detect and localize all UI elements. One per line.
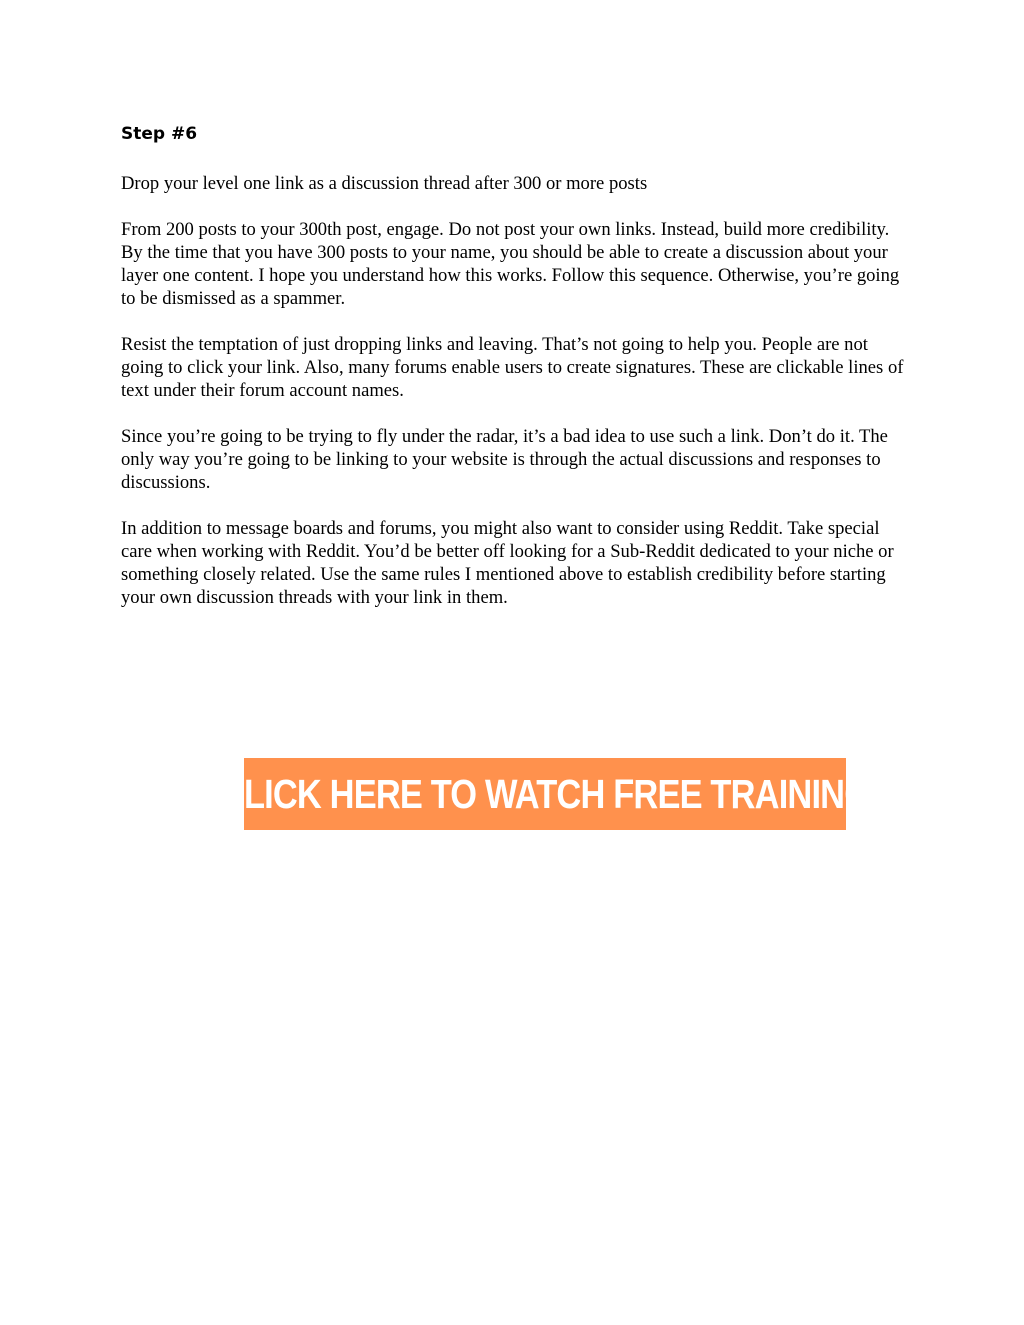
document-body <box>121 120 911 632</box>
watch-training-button[interactable] <box>219 758 871 830</box>
paragraph-subtitle: Drop your level one link as a discussion thread after 300 or more posts <box>121 173 648 194</box>
step-heading: Step #6 <box>121 124 198 144</box>
paragraph-radar: Since you’re going to be trying to fly under the radar, it’s a bad idea to use such a link. Don’t do it. The only way you’re going to be linking to your website is through the actual discussions and responses to discussions. <box>121 426 888 493</box>
watch-training-button-label: CLICK HERE TO WATCH FREE TRAINING <box>219 770 871 817</box>
paragraph-resist: Resist the temptation of just dropping links and leaving. That’s not going to help you. People are not going to click your link. Also, many forums enable users to create signatures. These are clickable lines of text under their forum account names. <box>121 334 904 401</box>
paragraph-reddit: In addition to message boards and forums, you might also want to consider using Reddit. Take special care when working with Reddit. You’d be better off looking for a Sub-Reddit dedicated to your niche or something closely related. Use the same rules I mentioned above to establish credibility before starting your own discussion threads with your link in them. <box>121 518 894 608</box>
paragraph-engage: From 200 posts to your 300th post, engage. Do not post your own links. Instead, build more credibility. By the time that you have 300 posts to your name, you should be able to create a discussion about your layer one content. I hope you understand how this works. Follow this sequence. Otherwise, you’re going to be dismissed as a spammer. <box>121 219 900 309</box>
